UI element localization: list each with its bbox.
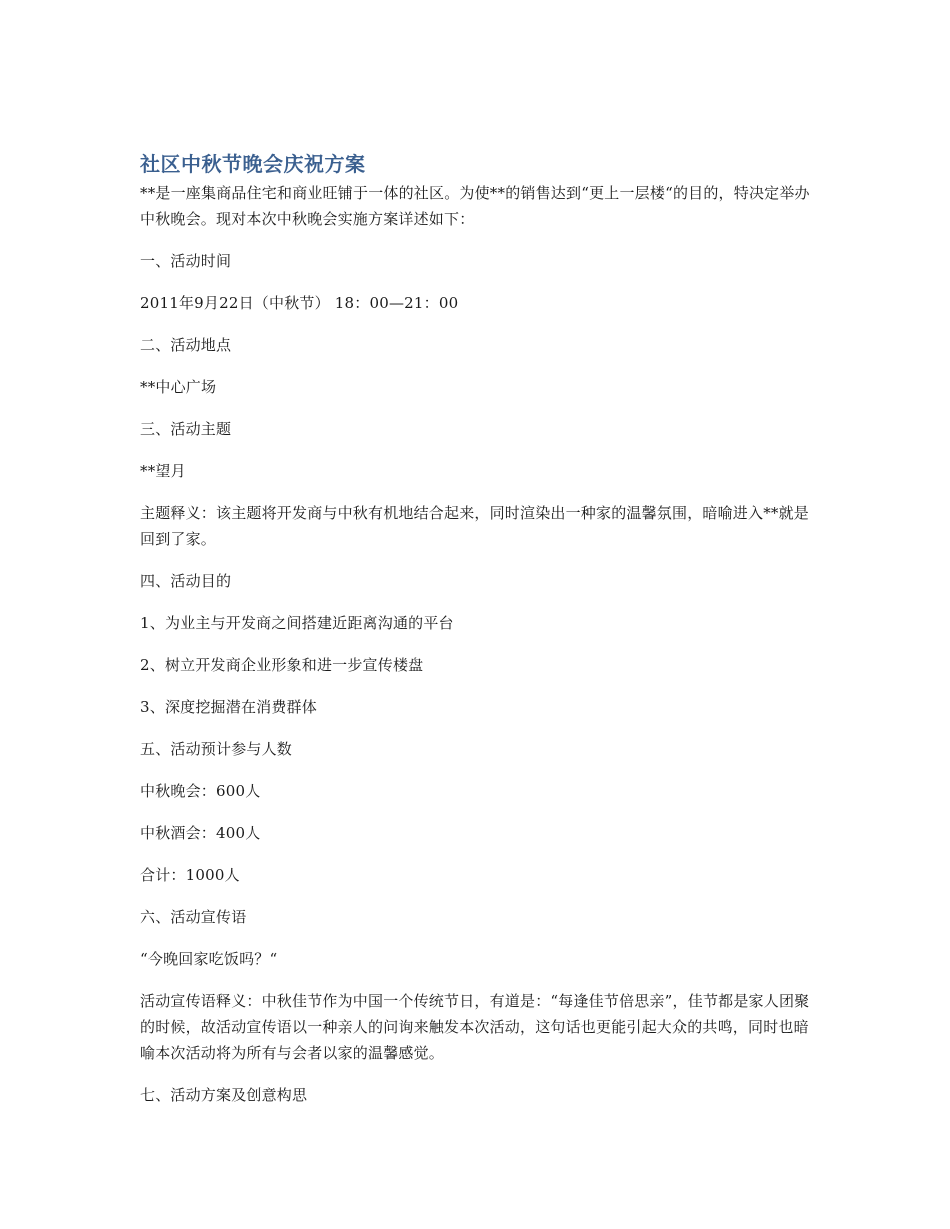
intro-paragraph: **是一座集商品住宅和商业旺铺于一体的社区。为使**的销售达到“更上一层楼“的目的，特决定举办中秋晚会。现对本次中秋晚会实施方案详述如下：: [140, 184, 810, 228]
section-heading-plan: 七、活动方案及创意构思: [140, 1086, 308, 1104]
event-location: **中心广场: [140, 378, 217, 396]
section-heading-theme: 三、活动主题: [140, 420, 232, 438]
purpose-item-1: 1、为业主与开发商之间搭建近距离沟通的平台: [140, 614, 454, 632]
section-heading-time: 一、活动时间: [140, 252, 232, 270]
event-time: 2011年9月22日（中秋节） 18：00—21：00: [140, 294, 459, 312]
section-heading-slogan: 六、活动宣传语: [140, 908, 247, 926]
attendance-reception: 中秋酒会：400人: [140, 824, 261, 842]
document-title: 社区中秋节晚会庆祝方案: [140, 152, 366, 176]
section-heading-attendance: 五、活动预计参与人数: [140, 740, 293, 758]
document-body: [140, 150, 812, 1124]
theme-explanation: 主题释义：该主题将开发商与中秋有机地结合起来，同时渲染出一种家的温馨氛围，暗喻进入**就是回到了家。: [140, 504, 810, 548]
attendance-gala: 中秋晚会：600人: [140, 782, 261, 800]
section-heading-purpose: 四、活动目的: [140, 572, 232, 590]
purpose-item-2: 2、树立开发商企业形象和进一步宣传楼盘: [140, 656, 424, 674]
section-heading-location: 二、活动地点: [140, 336, 232, 354]
slogan-explanation: 活动宣传语释义：中秋佳节作为中国一个传统节日，有道是：“每逢佳节倍思亲”，佳节都是家人团聚的时候，故活动宣传语以一种亲人的问询来触发本次活动，这句话也更能引起大众的共鸣，同时也暗喻本次活动将为所有与会者以家的温馨感觉。: [140, 992, 810, 1062]
attendance-total: 合计：1000人: [140, 866, 240, 884]
purpose-item-3: 3、深度挖掘潜在消费群体: [140, 698, 317, 716]
event-slogan: “今晚回家吃饭吗？“: [140, 950, 278, 968]
event-theme: **望月: [140, 462, 186, 480]
